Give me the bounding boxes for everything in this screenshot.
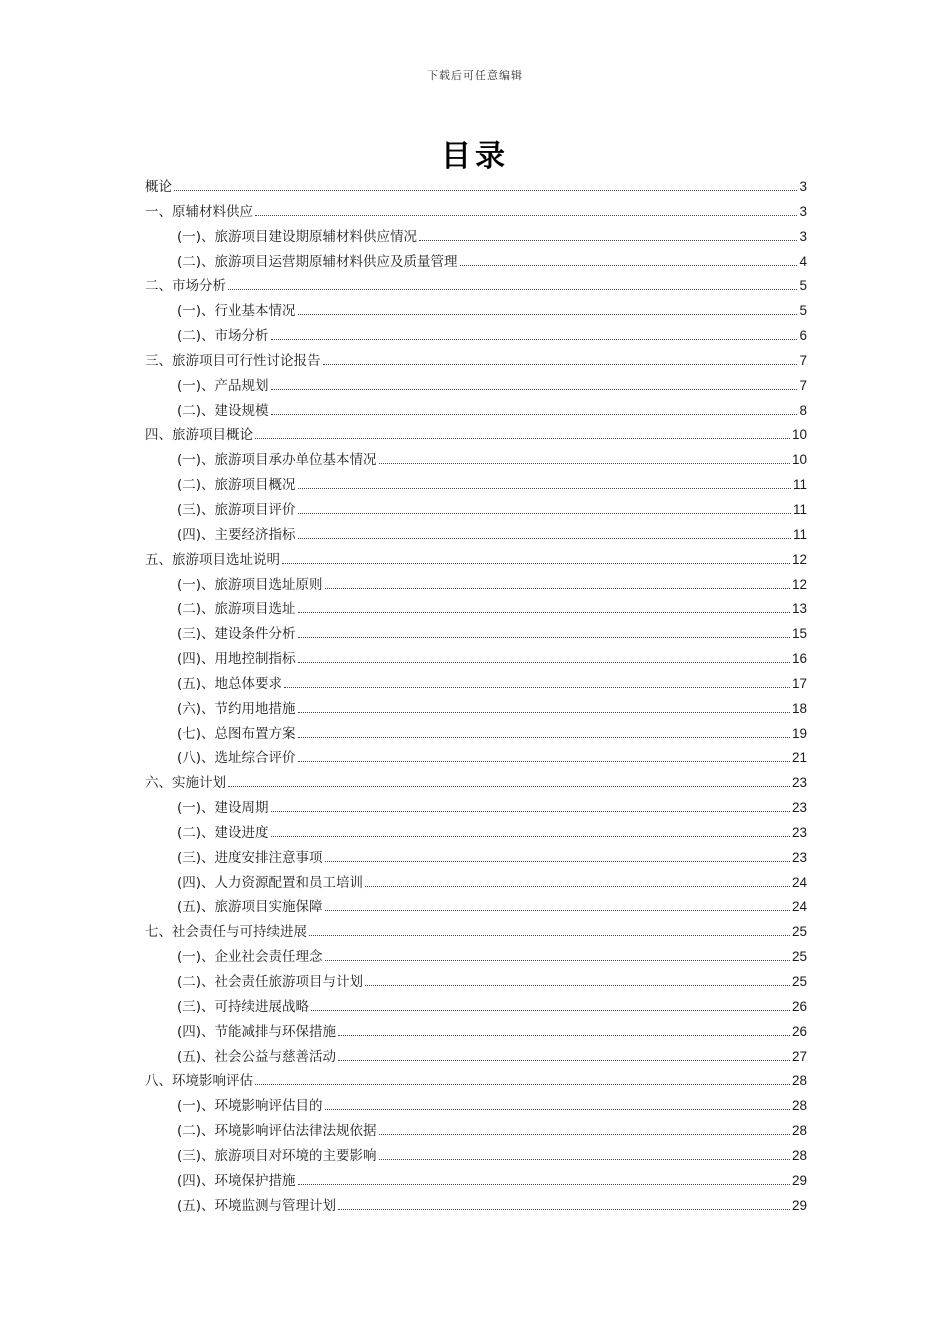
toc-dot-leader: [298, 712, 790, 713]
toc-subsection-entry[interactable]: [145, 1169, 807, 1194]
toc-page-number: 11: [792, 501, 807, 517]
toc-page-number: 25: [791, 949, 807, 965]
toc-subsection-entry[interactable]: [145, 225, 807, 250]
toc-entry-title: (五)、社会公益与慈善活动: [177, 1048, 337, 1065]
toc-dot-leader: [379, 463, 790, 464]
toc-entry-title: (一)、产品规划: [177, 377, 269, 394]
toc-page-number: 3: [799, 228, 807, 244]
toc-page-number: 24: [791, 874, 807, 890]
toc-dot-leader: [298, 314, 798, 315]
toc-dot-leader: [379, 1159, 790, 1160]
toc-entry-title: (二)、建设规模: [177, 402, 269, 419]
toc-page-number: 23: [791, 824, 807, 840]
toc-dot-leader: [298, 488, 791, 489]
toc-dot-leader: [325, 960, 790, 961]
toc-subsection-entry[interactable]: [145, 647, 807, 672]
toc-page-number: 21: [791, 750, 807, 766]
toc-dot-leader: [298, 1184, 790, 1185]
toc-entry-title: (四)、节能减排与环保措施: [177, 1023, 337, 1040]
toc-subsection-entry[interactable]: [145, 846, 807, 871]
toc-subsection-entry[interactable]: [145, 374, 807, 399]
toc-page-number: 23: [791, 849, 807, 865]
toc-section-entry[interactable]: [145, 548, 807, 573]
toc-entry-title: (一)、旅游项目承办单位基本情况: [177, 452, 377, 469]
toc-subsection-entry[interactable]: [145, 746, 807, 771]
toc-page-number: 10: [791, 427, 807, 443]
toc-entry-title: (三)、可持续进展战略: [177, 998, 310, 1015]
toc-page-number: 29: [791, 1197, 807, 1213]
toc-list: [145, 175, 807, 1218]
toc-section-entry[interactable]: [145, 920, 807, 945]
toc-page-number: 26: [791, 1023, 807, 1039]
toc-dot-leader: [338, 1035, 790, 1036]
toc-entry-title: (一)、环境影响评估目的: [177, 1098, 323, 1115]
toc-dot-leader: [325, 861, 790, 862]
toc-entry-title: (八)、选址综合评价: [177, 750, 296, 767]
toc-subsection-entry[interactable]: [145, 573, 807, 598]
toc-subsection-entry[interactable]: [145, 1020, 807, 1045]
toc-section-entry[interactable]: [145, 771, 807, 796]
toc-page-number: 25: [791, 974, 807, 989]
toc-entry-title: (二)、市场分析: [177, 328, 269, 345]
toc-entry-title: (五)、旅游项目实施保障: [177, 899, 323, 916]
toc-dot-leader: [255, 438, 790, 439]
toc-entry-title: (三)、旅游项目评价: [177, 501, 296, 518]
toc-page-number: 23: [791, 800, 807, 816]
toc-section-entry[interactable]: [145, 349, 807, 374]
toc-dot-leader: [255, 215, 797, 216]
header-note: 下载后可任意编辑: [427, 69, 523, 82]
toc-subsection-entry[interactable]: [145, 622, 807, 647]
toc-page-number: 16: [791, 651, 807, 667]
toc-subsection-entry[interactable]: [145, 1194, 807, 1219]
toc-dot-leader: [298, 612, 790, 613]
toc-dot-leader: [323, 364, 798, 365]
toc-page-number: 5: [799, 303, 807, 319]
toc-dot-leader: [284, 687, 790, 688]
toc-entry-title: (二)、建设进度: [177, 824, 269, 841]
toc-page-number: 3: [799, 203, 807, 219]
toc-dot-leader: [271, 389, 798, 390]
toc-page-number: 11: [792, 477, 807, 493]
toc-page-number: 24: [791, 899, 807, 915]
toc-dot-leader: [174, 190, 797, 191]
toc-page-number: 13: [791, 601, 807, 617]
toc-entry-title: (二)、旅游项目选址: [177, 601, 296, 618]
toc-entry-title: 四、旅游项目概论: [145, 427, 253, 444]
toc-entry-title: (三)、旅游项目对环境的主要影响: [177, 1147, 377, 1164]
toc-entry-title: 七、社会责任与可持续进展: [145, 924, 307, 941]
toc-subsection-entry[interactable]: [145, 821, 807, 846]
toc-page-number: 28: [791, 1073, 807, 1089]
toc-entry-title: (一)、行业基本情况: [177, 303, 296, 320]
toc-dot-leader: [365, 886, 790, 887]
toc-entry-title: (二)、环境影响评估法律法规依据: [177, 1123, 377, 1140]
toc-subsection-entry[interactable]: [145, 796, 807, 821]
toc-page-number: 23: [791, 775, 807, 791]
toc-dot-leader: [325, 1109, 790, 1110]
toc-entry-title: (七)、总图布置方案: [177, 725, 296, 742]
toc-dot-leader: [298, 737, 790, 738]
toc-page-number: 4: [799, 253, 807, 269]
toc-page-number: 26: [791, 998, 807, 1014]
toc-dot-leader: [298, 538, 791, 539]
toc-entry-title: 三、旅游项目可行性讨论报告: [145, 352, 321, 369]
toc-title: 目录: [441, 139, 509, 174]
toc-entry-title: 六、实施计划: [145, 775, 226, 792]
toc-subsection-entry[interactable]: [145, 324, 807, 349]
toc-subsection-entry[interactable]: [145, 945, 807, 970]
toc-entry-title: 一、原辅材料供应: [145, 203, 253, 220]
toc-dot-leader: [298, 761, 790, 762]
toc-page-number: 5: [799, 278, 807, 294]
toc-entry-title: (二)、社会责任旅游项目与计划: [177, 974, 364, 990]
toc-dot-leader: [338, 1209, 790, 1210]
toc-dot-leader: [325, 588, 790, 589]
toc-dot-leader: [309, 935, 790, 936]
toc-subsection-entry[interactable]: [145, 473, 807, 498]
toc-page-number: 19: [791, 725, 807, 741]
toc-page-number: 17: [791, 675, 807, 691]
toc-dot-leader: [271, 836, 790, 837]
toc-dot-leader: [298, 637, 790, 638]
toc-entry-title: (一)、建设周期: [177, 800, 269, 817]
toc-page-number: 8: [799, 402, 807, 418]
toc-subsection-entry[interactable]: [145, 250, 807, 275]
toc-subsection-entry[interactable]: [145, 871, 807, 896]
toc-dot-leader: [298, 662, 790, 663]
toc-dot-leader: [325, 910, 790, 911]
toc-page-number: 6: [799, 328, 807, 344]
toc-subsection-entry[interactable]: [145, 399, 807, 424]
toc-dot-leader: [228, 786, 790, 787]
toc-page-number: 27: [791, 1048, 807, 1064]
toc-dot-leader: [271, 414, 798, 415]
toc-subsection-entry[interactable]: [145, 672, 807, 697]
toc-page-number: 28: [791, 1123, 807, 1139]
toc-dot-leader: [271, 339, 798, 340]
toc-page-number: 25: [791, 924, 807, 940]
toc-page-number: 12: [791, 576, 807, 592]
toc-entry-title: 八、环境影响评估: [145, 1073, 253, 1090]
toc-entry-title: (五)、地总体要求: [177, 675, 283, 692]
toc-subsection-entry[interactable]: [145, 1045, 807, 1070]
toc-section-entry[interactable]: [145, 423, 807, 448]
toc-page-number: 10: [791, 452, 807, 468]
toc-page-number: 29: [791, 1172, 807, 1188]
toc-entry-title: (一)、旅游项目建设期原辅材料供应情况: [177, 228, 418, 245]
toc-subsection-entry[interactable]: [145, 299, 807, 324]
toc-entry-title: (四)、环境保护措施: [177, 1172, 296, 1189]
toc-dot-leader: [271, 811, 790, 812]
toc-page-number: 7: [799, 352, 807, 368]
toc-entry-title: (二)、旅游项目运营期原辅材料供应及质量管理: [177, 253, 458, 270]
toc-subsection-entry[interactable]: [145, 895, 807, 920]
toc-subsection-entry[interactable]: [145, 1094, 807, 1119]
toc-entry-title: (四)、用地控制指标: [177, 651, 296, 668]
toc-entry-title: (二)、旅游项目概况: [177, 477, 296, 494]
toc-dot-leader: [460, 265, 798, 266]
toc-section-entry[interactable]: [145, 1069, 807, 1094]
toc-entry-title: (一)、旅游项目选址原则: [177, 576, 323, 593]
toc-dot-leader: [311, 1010, 790, 1011]
toc-page-number: 28: [791, 1147, 807, 1163]
toc-entry-title: (六)、节约用地措施: [177, 700, 296, 717]
toc-page-number: 28: [791, 1098, 807, 1114]
toc-subsection-entry[interactable]: [145, 597, 807, 622]
toc-subsection-entry[interactable]: [145, 448, 807, 473]
toc-entry-title: (四)、主要经济指标: [177, 526, 296, 543]
toc-subsection-entry[interactable]: [145, 523, 807, 548]
toc-entry-title: (五)、环境监测与管理计划: [177, 1197, 337, 1214]
toc-entry-title: (三)、建设条件分析: [177, 626, 296, 643]
toc-page-number: 12: [791, 551, 807, 567]
toc-dot-leader: [282, 563, 790, 564]
toc-dot-leader: [419, 240, 797, 241]
toc-section-entry[interactable]: [145, 200, 807, 225]
toc-entry-title: (一)、企业社会责任理念: [177, 949, 323, 966]
toc-entry-title: 五、旅游项目选址说明: [145, 551, 280, 568]
toc-page-number: 11: [792, 526, 807, 542]
toc-page-number: 15: [791, 626, 807, 642]
toc-dot-leader: [228, 289, 797, 290]
toc-subsection-entry[interactable]: [145, 498, 807, 523]
toc-subsection-entry[interactable]: [145, 970, 807, 995]
toc-page-number: 18: [791, 700, 807, 716]
toc-page-number: 3: [799, 179, 807, 194]
toc-entry-title: 二、市场分析: [145, 278, 226, 295]
toc-dot-leader: [298, 513, 791, 514]
toc-subsection-entry[interactable]: [145, 722, 807, 747]
toc-subsection-entry[interactable]: [145, 1119, 807, 1144]
toc-entry-title: 概论: [145, 179, 172, 195]
toc-entry-title: (三)、进度安排注意事项: [177, 849, 323, 866]
toc-section-entry[interactable]: [145, 274, 807, 299]
toc-dot-leader: [338, 1060, 790, 1061]
toc-section-entry[interactable]: [145, 175, 807, 200]
toc-dot-leader: [365, 985, 790, 986]
toc-subsection-entry[interactable]: [145, 1144, 807, 1169]
toc-dot-leader: [255, 1084, 790, 1085]
toc-entry-title: (四)、人力资源配置和员工培训: [177, 874, 364, 891]
toc-subsection-entry[interactable]: [145, 697, 807, 722]
toc-page-number: 7: [799, 377, 807, 393]
toc-subsection-entry[interactable]: [145, 995, 807, 1020]
toc-dot-leader: [379, 1134, 790, 1135]
